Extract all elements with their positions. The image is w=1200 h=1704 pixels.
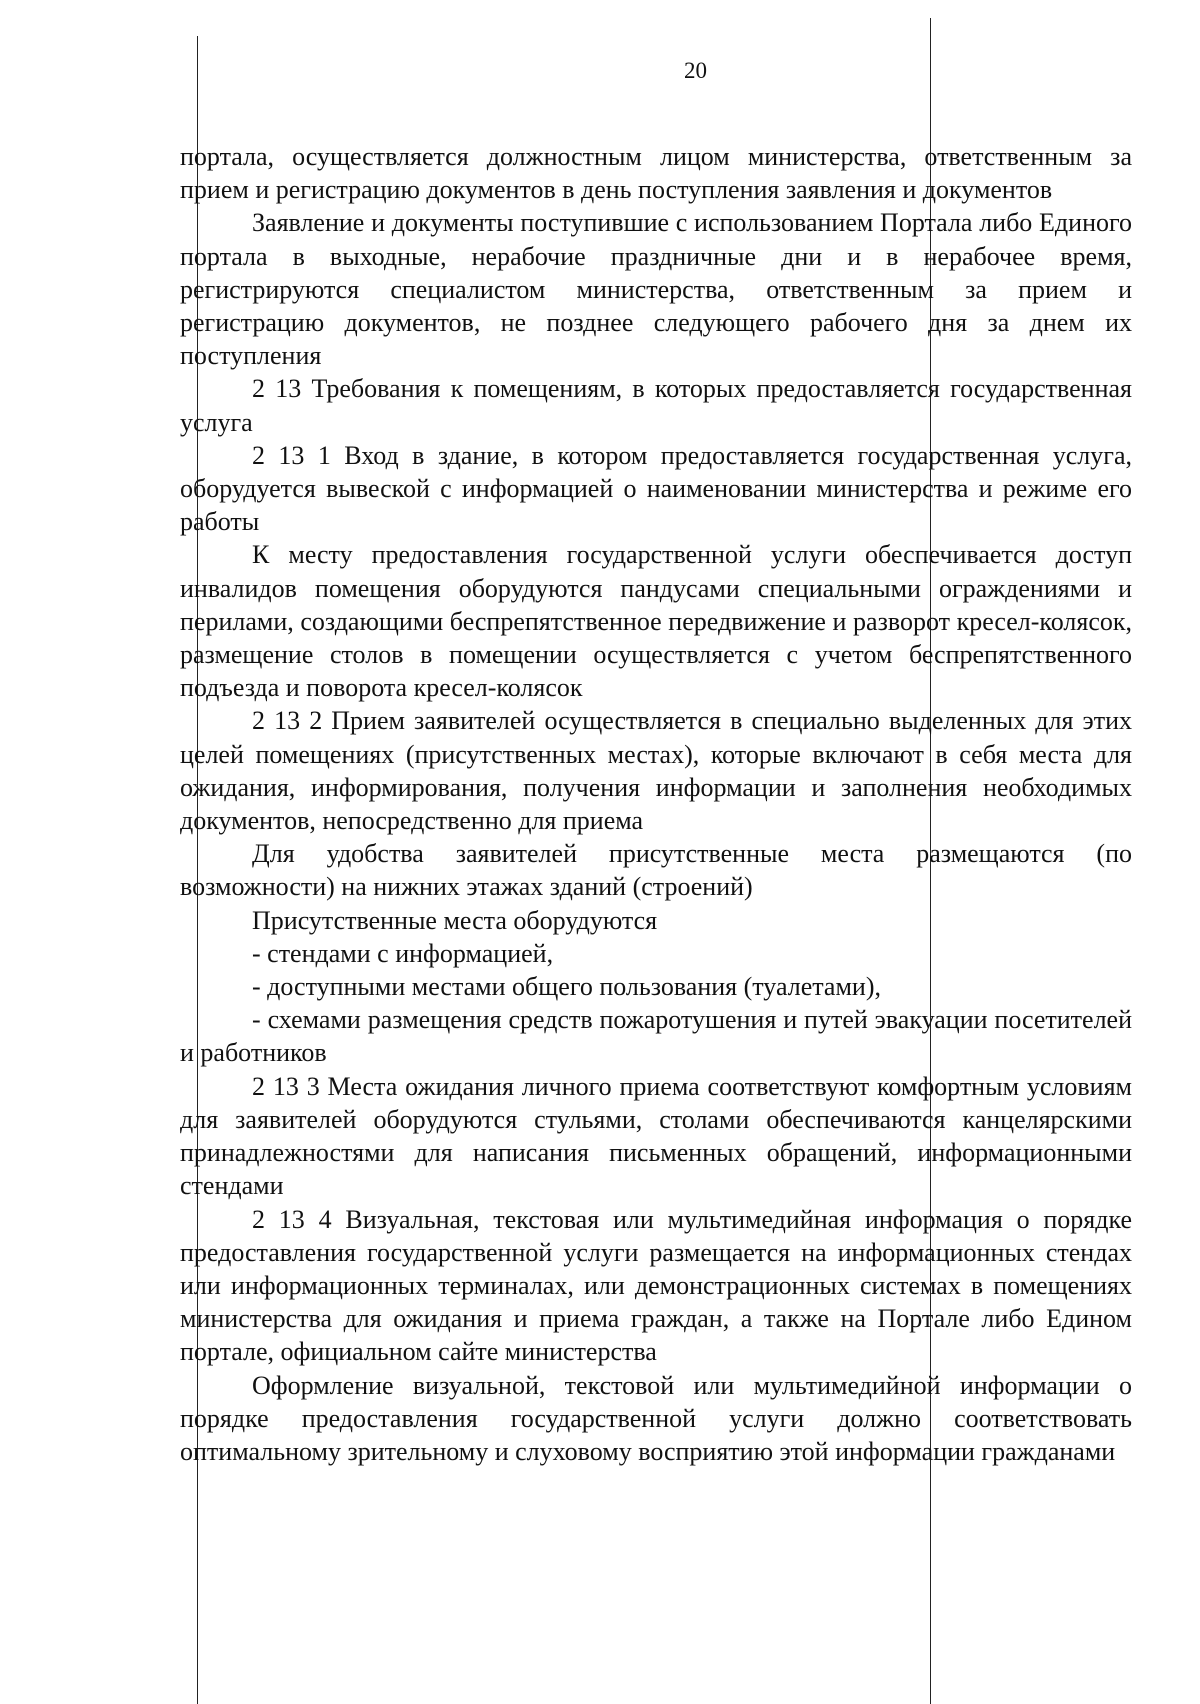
- paragraph: 2 13 2 Прием заявителей осуществляется в специально выделенных для этих целей помещениях (присутственных местах), которые включают в себя места для ожидания, информирования, получения информации и заполнения необходимых документов, непосредственно для приема: [180, 706, 1132, 836]
- paragraph: К месту предоставления государственной услуги обеспечивается доступ инвалидов помещения оборудуются пандусами специальными ограждениями и перилами, создающими беспрепятственное передвижение и разворот кресел-колясок, размещение столов в помещении осуществляется с учетом беспрепятственного подъезда и поворота кресел-колясок: [180, 540, 1132, 703]
- paragraph: 2 13 1 Вход в здание, в котором предоставляется государственная услуга, оборудуется вывеской с информацией о наименовании министерства и режиме его работы: [180, 440, 1132, 537]
- list-item: - стендами с информацией,: [252, 938, 554, 968]
- page-number: 20: [684, 58, 707, 83]
- paragraph: 2 13 Требования к помещениям, в которых предоставляется государственная услуга: [180, 374, 1132, 437]
- paragraph: Для удобства заявителей присутственные места размещаются (по возможности) на нижних этажах зданий (строений): [180, 839, 1132, 902]
- paragraph: Заявление и документы поступившие с использованием Портала либо Единого портала в выходные, нерабочие праздничные дни и в нерабочее время, регистрируются специалистом министерства, ответственным за прием и регистрацию документов, не позднее следующего рабочего дня за днем их поступления: [180, 208, 1132, 371]
- paragraph: 2 13 4 Визуальная, текстовая или мультимедийная информация о порядке предоставления государственной услуги размещается на информационных стендах или информационных терминалах, или демонстрационных системах в помещениях министерства для ожидания и приема граждан, а также на Портале либо Едином портале, официальном сайте министерства: [180, 1204, 1132, 1367]
- paragraph: Оформление визуальной, текстовой или мультимедийной информации о порядке предоставления государственной услуги должно соответствовать оптимальному зрительному и слуховому восприятию этой информации гражданами: [180, 1370, 1132, 1466]
- paragraph: 2 13 3 Места ожидания личного приема соответствуют комфортным условиям для заявителей оборудуются стульями, столами обеспечиваются канцелярскими принадлежностями для написания письменных обращений, информационными стендами: [180, 1071, 1132, 1201]
- paragraph: портала, осуществляется должностным лицом министерства, ответственным за прием и регистрацию документов в день поступления заявления и документов: [180, 142, 1132, 205]
- list-item: - доступными местами общего пользования (туалетами),: [252, 972, 881, 1002]
- paragraph: Присутственные места оборудуются: [252, 905, 658, 935]
- document-body: [180, 140, 1132, 1468]
- list-item: - схемами размещения средств пожаротушения и путей эвакуации посетителей и работников: [180, 1005, 1132, 1068]
